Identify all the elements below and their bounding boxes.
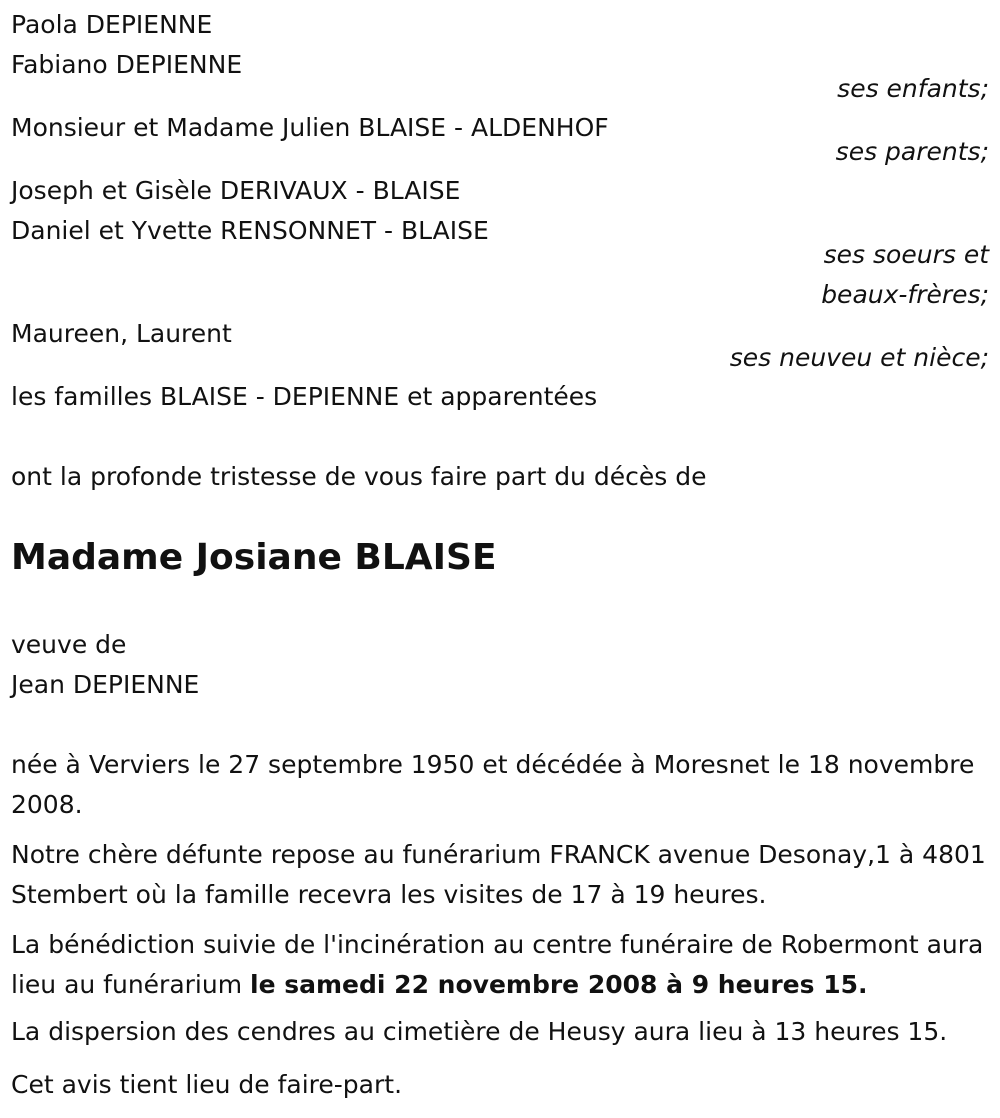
child-name: Paola DEPIENNE [11, 10, 213, 39]
parents-relation-label: ses parents; [835, 137, 989, 166]
families-line: les familles BLAISE - DEPIENNE et apparentées [11, 382, 598, 411]
sibling-names: Daniel et Yvette RENSONNET - BLAISE [11, 216, 489, 245]
nephews-relation-label: ses neuveu et nièce; [729, 343, 989, 372]
birth-death-paragraph: née à Verviers le 27 septembre 1950 et décédée à Moresnet le 18 novembre 2008. [11, 750, 975, 819]
child-name: Fabiano DEPIENNE [11, 50, 243, 79]
ceremony-date: le samedi 22 novembre 2008 à 9 heures 15. [250, 970, 868, 999]
deceased-name: Madame Josiane BLAISE [11, 537, 497, 578]
parents-names: Monsieur et Madame Julien BLAISE - ALDENHOF [11, 113, 609, 142]
rest-place-paragraph: Notre chère défunte repose au funérarium FRANCK avenue Desonay,1 à 4801 Stembert où la famille recevra les visites de 17 à 19 heures. [11, 840, 986, 909]
ceremony-text: La bénédiction suivie de l'incinération au centre funéraire de Robermont aura lieu au funérarium [11, 930, 984, 999]
widow-of-label: veuve de [11, 630, 127, 659]
closing-line: Cet avis tient lieu de faire-part. [11, 1070, 403, 1099]
spouse-name: Jean DEPIENNE [11, 670, 200, 699]
children-relation-label: ses enfants; [837, 74, 989, 103]
siblings-relation-label: ses soeurs et [823, 240, 989, 269]
announcement-line: ont la profonde tristesse de vous faire part du décès de [11, 462, 707, 491]
siblings-relation-label: beaux-frères; [821, 280, 989, 309]
ceremony-paragraph [11, 925, 991, 1005]
nephews-names: Maureen, Laurent [11, 319, 232, 348]
sibling-names: Joseph et Gisèle DERIVAUX - BLAISE [11, 176, 461, 205]
dispersion-paragraph: La dispersion des cendres au cimetière de Heusy aura lieu à 13 heures 15. [11, 1017, 948, 1046]
